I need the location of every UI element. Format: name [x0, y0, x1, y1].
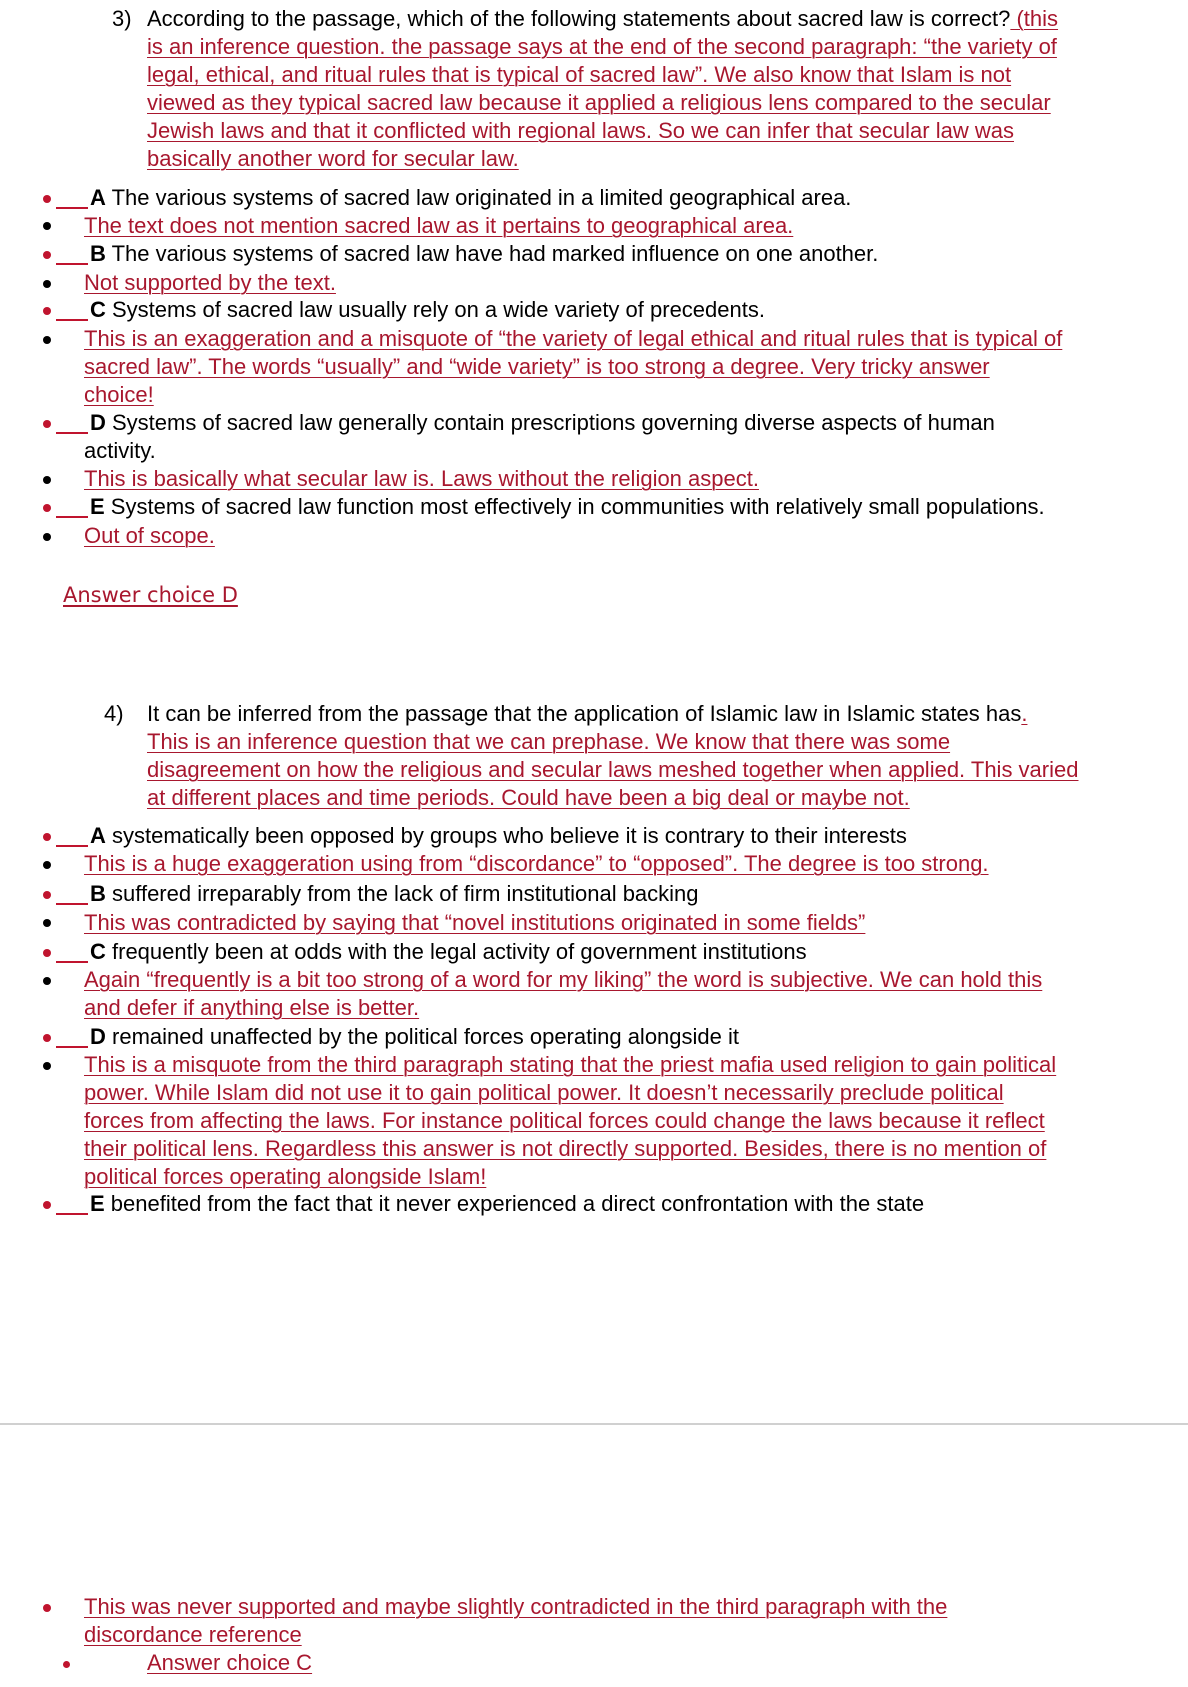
q4-note-2: at different places and time periods. Could have been a big deal or maybe not.	[147, 785, 910, 810]
q3-note-0: (this	[1010, 6, 1059, 31]
q3-choice-a-note: The text does not mention sacred law as it pertains to geographical area.	[84, 213, 794, 238]
page-break-divider	[0, 1423, 1188, 1425]
q4-choice-a-letter: A	[90, 823, 106, 848]
q4-choice-a	[90, 822, 907, 850]
q4-choice-d-text: remained unaffected by the political forces operating alongside it	[105, 1024, 739, 1049]
bullet-icon	[43, 1034, 51, 1042]
q3-choice-e-text: Systems of sacred law function most effectively in communities with relatively small populations.	[104, 494, 1045, 519]
q3-choice-b	[90, 240, 878, 268]
q3-choice-e-note: Out of scope.	[84, 523, 215, 548]
bullet-icon	[43, 476, 51, 484]
q4-choice-b-note: This was contradicted by saying that “novel institutions originated in some fields”	[84, 910, 866, 935]
q4-stem: It can be inferred from the passage that the application of Islamic law in Islamic states has	[147, 701, 1022, 726]
q4-choice-d-note-2: forces from affecting the laws. For instance political forces could change the laws because it reflect	[84, 1108, 1045, 1133]
q4-note-0	[147, 728, 950, 756]
answer-blank	[56, 207, 88, 209]
bullet-icon	[43, 1062, 51, 1070]
answer-blank	[56, 516, 88, 518]
q3-number: 3)	[112, 6, 132, 31]
q4-choice-c	[90, 938, 807, 966]
bullet-icon	[43, 336, 51, 344]
bullet-icon	[43, 420, 51, 428]
bullet-icon	[43, 1604, 51, 1612]
bullet-icon	[43, 307, 51, 315]
q4-choice-e-text: benefited from the fact that it never experienced a direct confrontation with the state	[104, 1191, 925, 1216]
q4-choice-d-note-0: This is a misquote from the third paragraph stating that the priest mafia used religion to gain political	[84, 1052, 1057, 1077]
q3-stem: According to the passage, which of the following statements about sacred law is correct?	[147, 6, 1011, 31]
q4-choice-e	[90, 1190, 924, 1218]
bullet-icon	[43, 222, 51, 230]
bullet-icon	[43, 977, 51, 985]
q3-choice-a-text: The various systems of sacred law originated in a limited geographical area.	[105, 185, 852, 210]
q3-note-3: viewed as they typical sacred law because it applied a religious lens compared to the secular	[147, 90, 1051, 115]
q3-choice-b-note: Not supported by the text.	[84, 270, 336, 295]
q3-choice-a	[90, 184, 851, 212]
bullet-icon	[43, 861, 51, 869]
q4-choice-d-note-4: political forces operating alongside Islam!	[84, 1164, 487, 1189]
q3-choice-b-letter: B	[90, 241, 106, 266]
answer-blank	[56, 263, 88, 265]
q3-choice-c	[90, 296, 765, 324]
bullet-icon	[43, 833, 51, 841]
q4-choice-a-text: systematically been opposed by groups who believe it is contrary to their interests	[105, 823, 907, 848]
bullet-icon	[43, 533, 51, 541]
q3-note-2: legal, ethical, and ritual rules that is typical of sacred law”. We also know that Islam is not	[147, 62, 1012, 87]
q3-choice-c-note-2: choice!	[84, 382, 154, 407]
q4-choice-c-note-1: and defer if anything else is better.	[84, 995, 420, 1020]
bullet-icon	[43, 251, 51, 259]
answer-blank	[56, 1213, 88, 1215]
q4-note-0a: This is an inference question that we can	[147, 729, 552, 754]
bullet-icon	[43, 919, 51, 927]
bullet-icon	[43, 891, 51, 899]
bullet-icon	[43, 504, 51, 512]
q3-choice-c-text: Systems of sacred law usually rely on a wide variety of precedents.	[105, 297, 765, 322]
q3-choice-b-text: The various systems of sacred law have had marked influence on one another.	[105, 241, 879, 266]
q4-choice-d-note-3: their political lens. Regardless this answer is not directly supported. Besides, there is no mention of	[84, 1136, 1047, 1161]
q4-answer: Answer choice C	[147, 1650, 313, 1675]
q3-choice-d	[90, 409, 995, 437]
q4-choice-c-letter: C	[90, 939, 106, 964]
bullet-icon	[43, 195, 51, 203]
q4-stem-end: .	[1021, 701, 1028, 726]
q3-choice-e	[90, 493, 1045, 521]
bullet-icon	[43, 280, 51, 288]
answer-blank	[56, 961, 88, 963]
q3-choice-d-note: This is basically what secular law is. Laws without the religion aspect.	[84, 466, 759, 491]
answer-blank	[56, 845, 88, 847]
q4-choice-d	[90, 1023, 739, 1051]
q4-choice-c-note-0: Again “frequently is a bit too strong of a word for my liking” the word is subjective. We can hold this	[84, 967, 1043, 992]
q3-note-1: is an inference question. the passage says at the end of the second paragraph: “the variety of	[147, 34, 1057, 59]
q3-note-5: basically another word for secular law.	[147, 146, 519, 171]
q4-choice-b	[90, 880, 699, 908]
q4-note-1: disagreement on how the religious and secular laws meshed together when applied. This varied	[147, 757, 1079, 782]
q4-number: 4)	[104, 701, 124, 726]
q3-choice-c-note-1: sacred law”. The words “usually” and “wide variety” is too strong a degree. Very tricky answer	[84, 354, 990, 379]
answer-blank	[56, 319, 88, 321]
q4-note-misspelled: prephase	[551, 729, 644, 754]
q3-choice-d-text-cont: activity.	[84, 438, 156, 463]
answer-blank	[56, 903, 88, 905]
q4-stem-line	[147, 700, 1027, 728]
q4-choice-e-note-0: This was never supported and maybe slightly contradicted in the third paragraph with the	[84, 1594, 948, 1619]
q4-choice-c-text: frequently been at odds with the legal activity of government institutions	[105, 939, 807, 964]
q3-answer: Answer choice D	[63, 583, 238, 607]
q3-choice-e-letter: E	[90, 494, 105, 519]
q3-choice-d-letter: D	[90, 410, 106, 435]
q4-choice-d-letter: D	[90, 1024, 106, 1049]
q3-choice-d-text: Systems of sacred law generally contain prescriptions governing diverse aspects of human	[105, 410, 995, 435]
q4-choice-e-letter: E	[90, 1191, 105, 1216]
q4-choice-b-text: suffered irreparably from the lack of firm institutional backing	[105, 881, 699, 906]
q4-choice-e-note-1: discordance reference	[84, 1622, 302, 1647]
q4-choice-d-note-1: power. While Islam did not use it to gain political power. It doesn’t necessarily preclude political	[84, 1080, 1004, 1105]
q3-choice-a-letter: A	[90, 185, 106, 210]
bullet-icon	[43, 1201, 51, 1209]
answer-blank	[56, 1046, 88, 1048]
bullet-icon	[63, 1661, 70, 1668]
bullet-icon	[43, 949, 51, 957]
q3-stem-line	[147, 5, 1058, 33]
answer-blank	[56, 432, 88, 434]
q4-note-0b: . We know that there was some	[643, 729, 951, 754]
q4-choice-b-letter: B	[90, 881, 106, 906]
q4-choice-a-note: This is a huge exaggeration using from “discordance” to “opposed”. The degree is too strong.	[84, 851, 989, 876]
q3-choice-c-letter: C	[90, 297, 106, 322]
q3-note-4: Jewish laws and that it conflicted with regional laws. So we can infer that secular law was	[147, 118, 1014, 143]
q3-choice-c-note-0: This is an exaggeration and a misquote of “the variety of legal ethical and ritual rules that is typical of	[84, 326, 1063, 351]
